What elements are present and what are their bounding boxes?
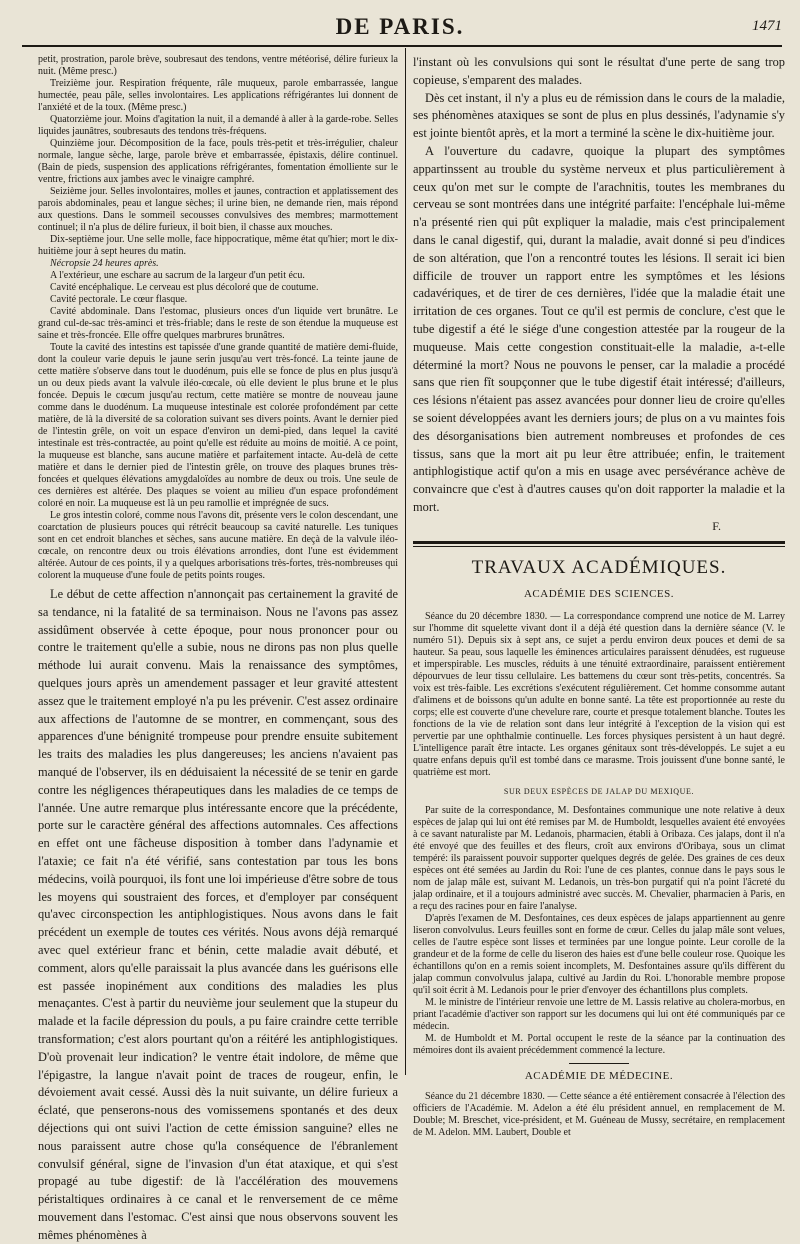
- case-paragraph: Quinzième jour. Décomposition de la face, pouls très-petit et très-irrégulier, chaleur normale, langue sèche, large, parole brève et embarrassée, épistaxis, délire continuel. (Bain de pieds, suspension des applications réfrigérantes, fomentation émolliente sur le ventre, frictions aux jambes avec le vinaigre camphré.: [38, 138, 398, 185]
- column-divider: [405, 48, 406, 1075]
- case-paragraph: Seizième jour. Selles involontaires, molles et jaunes, contraction et applatissement des parois abdominales, peau et langue sèches; il urine bien, ne demande rien, mais répond aux questions. Dans le sommeil secousses convulsives des membres; marmottement continuel; il n'a plus de délire furieux, il boit bien, il chasse aux mouches.: [38, 186, 398, 233]
- page-number: 1471: [752, 18, 782, 34]
- case-paragraph: Quatorzième jour. Moins d'agitation la nuit, il a demandé à aller à la garde-robe. Selles liquides jaunâtres, soubresauts des tendons très-fréquens.: [38, 114, 398, 137]
- section-rule-heavy: [413, 541, 785, 544]
- report-paragraph: M. le ministre de l'intérieur renvoie une lettre de M. Lassis relative au cholera-morbus, en priant l'académie d'activer son rapport sur les documens qui lui ont été communiqués par ce médecin.: [413, 997, 785, 1033]
- section-title: TRAVAUX ACADÉMIQUES.: [471, 557, 727, 579]
- case-paragraph: Nécropsie 24 heures après.: [50, 258, 159, 269]
- commentary-paragraph: Dès cet instant, il n'y a plus eu de rémission dans le cours de la maladie, ses phénomènes ataxiques se sont de plus en plus dessinés, l'adynamie s'y est jointe bientôt après, et la mort a terminé la scène le dix-huitième jour.: [413, 90, 785, 141]
- commentary: [38, 586, 398, 1244]
- section-rule-thin: [413, 546, 785, 547]
- case-paragraph: Cavité encéphalique. Le cerveau est plus décoloré que de coutume.: [50, 282, 319, 293]
- case-paragraph: Le gros intestin coloré, comme nous l'avons dit, présente vers le colon descendant, une coarctation de plusieurs pouces qui rétrécit beaucoup sa cavité naturelle. Les tuniques sont en cet endroit blanches et sèches, sans aucune matière. En deçà de la valvule iléo-cœcale, on rencontre deux ou trois élévations arrondies, dont l'une est évidemment altérée. Autour de ces points, il y a quelques arborisations très-fortes, très-nombreuses qui colorent la muqueuse d'une foule de petits points rouges.: [38, 510, 398, 581]
- academie-medecine-title: ACADÉMIE DE MÉDECINE.: [524, 1070, 674, 1083]
- report-paragraph: M. de Humboldt et M. Portal occupent le reste de la séance par la continuation des mémoires dont ils avaient précédemment commencé la lecture.: [413, 1033, 785, 1057]
- case-paragraph: Cavité abdominale. Dans l'estomac, plusieurs onces d'un liquide vert brunâtre. Le grand cul-de-sac très-aminci et très-friable; dans le reste de son étendue la muqueuse est saine et très-froncée. Elle offre quelques marbrures brunâtres.: [38, 306, 398, 341]
- report-paragraph: Par suite de la correspondance, M. Desfontaines communique une note relative à deux espèces de jalap qui lui ont été remises par M. de Humboldt, lesquelles avaient été envoyées à ce savant naturaliste par M. Ledanois, pharmacien, établi à Oribaza. Ces jalaps, dont il n'a été envoyé que des feuilles et des fleurs, croît aux environs d'Oribaya, sous un climat tempéré: ils paraissent pouvoir supporter quelques degrés de gelée. Des graines de ces deux espèces ont été semées au Jardin du Roi: l'une de ces plantes, connue dans le pays sous le nom de jalap mâle est, suivant M. Ledanois, un très-bon purgatif qui n'a point l'âcreté du jalap ordinaire, et il a toujours administré avec succès. M. Chevalier, pharmacien à Paris, en a reçu des racines pour en faire l'analyse.: [413, 805, 785, 913]
- masthead-title: DE PARIS.: [335, 14, 465, 39]
- commentary-paragraph: l'instant où les convulsions qui sont le résultat d'une perte de sang trop copieuse, s'emparent des malades.: [413, 55, 785, 87]
- commentary-paragraph: Le début de cette affection n'annonçait pas certainement la gravité de sa tendance, ni la fatalité de sa terminaison. Nous ne l'avons pas assez assidûment observée à cette époque, pour nous prononcer pour ou contre le traitement qu'elle a subie, nous ne dirons pas non plus quelle méthode lui aurait convenu. Mais la renaissance des symptômes, quelques jours après un amendement passager et leur gravité attestent assez que le traitement employé n'a pu les prévenir. C'est assez ordinaire aux affections de l'automne de se montrer, en commençant, sous des apparences d'une bénignité trompeuse pour prendre ensuite subitement les traits des maladies les plus dangereuses; les anciens n'avaient pas manqué de l'observer, ils en déduisaient la nécessité de se tenir en garde contre les négligences thérapeutiques dans les maladies de ce temps de l'année. Une autre remarque plus intéressante encore que la précédente, porte sur le caractère général des affections automnales. Ces affections en effet ont une fâcheuse disposition à tomber dans l'adynamie et l'ataxie; ce fait n'a été vérifié, sans contestation par tous les bons médecins, voilà pourquoi, ils font une loi impérieuse d'être sobre de tous les moyens qui soustraient des forces, et d'employer par conséquent qu'avec circonspection les antiphlogistiques. Nous avons dans le fait précédent un exemple de toutes ces vérités. Nous avons déjà remarqué avec quel extérieur franc et bénin, cette maladie avait débuté, et comment, alors qu'elle paraissait la plus avancée dans les guérisons elle est passée inopinément aux conditions des maladies les plus menaçantes. C'est à partir du neuvième jour seulement que la stupeur du malade et la facile dépression du pouls, a pu faire craindre cette terrible transformation; c'est alors pourtant qu'on a réitéré les antiphlogistiques. D'où provenait leur indication? le ventre était indolore, de même que l'épigastre, la langue n'avait point de traces de rougeur, enfin, le dévoiement avait cessé. Aussi dès la nuit suivante, un délire furieux a éclaté, que penserons-nous des vomissemens spontanés et des deux déjections qui ont suivi l'action de cette émission sanguine? elles ne nous paraissent autre chose qu'la conséquence de l'ébranlement convulsif général, signe de l'invasion d'un état ataxique, et qui s'est propagé au tube digestif: de là l'accélération des mouvemens péristaltiques ordinaires à ce canal et le renversement de ce même mouvement dans l'estomac. C'est ainsi que nous observons souvent les mêmes phénomènes à: [38, 587, 398, 1242]
- right-column: [413, 54, 785, 1139]
- case-paragraph: Cavité pectorale. Le cœur flasque.: [50, 294, 188, 305]
- commentary-paragraph: A l'ouverture du cadavre, quoique la plupart des symptômes appartinssent au trouble du système nerveux et plus particulièrement à ceux qu'on met sur le compte de l'arachnitis, toutes les membranes du cerveau se sont montrées dans une intégrité parfaite: l'encéphale lui-même n'a présenté rien qui pût expliquer la maladie, mais c'est principalement dans le canal digestif, qui, durant la maladie, avait donné si peu d'indices de son altération, que l'on a rencontré toutes les lésions. Il serait ici bien difficile de trouver un rapport entre les symptômes et les lésions cadavériques, et de tirer de ces dernières, l'idée que la maladie était une irritation de ces organes. Tout ce qu'il est permis de conclure, c'est que le tube digestif a été le siége d'une congestion attestée par la rougeur de la muqueuse. Mais cette congestion constituait-elle la maladie, a-t-elle déterminé la mort? Nous ne pouvons le penser, car la maladie a procédé sans que rien fît soupçonner que le tube digestif était intéressé; d'ailleurs, ces lésions n'étaient pas assez avancées pour donner lieu de croire qu'elles se soient développées avant les derniers jours; de plus on a vu maintes fois des désorganisations bien autrement nombreuses et profondes de ces tissus, sans que la mort ait pu leur être attribuée; enfin, le traitement antiphlogistique actif qu'on a mis en usage avec persévérance achève de convaincre que c'est à d'autres causes qu'on doit rapporter la maladie et la mort.: [413, 143, 785, 514]
- case-paragraph: petit, prostration, parole brève, soubresaut des tendons, ventre météorisé, délire furieux la nuit. (Même presc.): [38, 54, 398, 77]
- case-paragraph: Dix-septième jour. Une selle molle, face hippocratique, même état qu'hier; mort le dix-huitième jour à sept heures du matin.: [38, 234, 398, 257]
- header-rule: [22, 45, 782, 47]
- commentary-continued: [413, 54, 785, 517]
- report-paragraph: Séance du 21 décembre 1830. — Cette séance a été entièrement consacrée à l'élection des officiers de l'Académie. M. Adelon a été élu président annuel, en remplacement de M. Double; M. Breschet, vice-président, et M. Guéneau de Mussy, secrétaire, en remplacement de M. Adelon. MM. Laubert, Double et: [413, 1091, 785, 1139]
- academie-medecine-report: [413, 1091, 785, 1139]
- case-report-notes: [38, 54, 398, 582]
- left-column: [38, 54, 398, 1242]
- short-rule: [569, 1063, 629, 1064]
- academie-sciences-report: [413, 611, 785, 1057]
- case-paragraph: A l'extérieur, une eschare au sacrum de la largeur d'un petit écu.: [50, 270, 305, 281]
- report-paragraph: D'après l'examen de M. Desfontaines, ces deux espèces de jalaps appartiennent au genre liseron convolvulus. Leurs feuilles sont en forme de cœur. Celles du jalap mâle sont velues, celles de l'autre espèce sont lisses et terminées par une longue pointe. Leur corolle de la grandeur et de la forme de celle du liseron des haies est d'une belle couleur rose. Quoique les échantillons qu'on en a remis soient incomplets, M. Desfontaines assure qu'ils diffèrent du jalap commun convolvulus jalapa, cultivé au Jardin du Roi. L'honorable membre propose qu'il soit écrit à M. Ledanois pour le prier d'envoyer des échantillons plus complets.: [413, 913, 785, 997]
- jalap-subsection-title: SUR DEUX ESPÈCES DE JALAP DU MEXIQUE.: [503, 787, 695, 797]
- academie-sciences-title: ACADÉMIE DES SCIENCES.: [523, 587, 675, 600]
- author-signature: F.: [712, 518, 721, 533]
- report-paragraph: Séance du 20 décembre 1830. — La correspondance comprend une notice de M. Larrey sur l'homme dit squelette vivant dont il a déjà été question dans la dernière séance (V. le numéro 51). Depuis six à sept ans, ce sujet a perdu environ deux pouces et demi de sa hauteur. Sa peau, sous laquelle les éminences articulaires paraissent dénudées, est rugueuse et imperspirable. Les muscles, réduits à une ténuité extraordinaire, paraissent entièrement dépourvues de leur tissu cellulaire. Les battemens du cœur sont très-petits, concentrés. Sa voix est très-faible. Les excrétions s'exécutent régulièrement. Cet homme consomme autant d'alimens et de boissons qu'un adulte en bonne santé. La tête est proportionnée au reste du corps; elle est couverte d'une chevelure rare, courte et presque totalement blanche. Toutes les fonctions de la vie de relation sont dans leur intégrité à l'exception de la vision qui est pervertie par une ophthalmie continuelle. Les forces physiques persistent à un haut degré. L'intelligence paraît être intacte. Les organes génitaux sont très-développés. Le sujet a eu quatre enfans depuis qu'il est tombé dans ce marasme. Trois jouissent d'une bonne santé, le quatrième est mort.: [413, 611, 785, 779]
- case-paragraph: Toute la cavité des intestins est tapissée d'une grande quantité de matière demi-fluide, dont la couleur varie depuis le jaune serin jusqu'au vert très-foncé. La teinte jaune de cette matière s'observe dans tout le duodénum, puis elle se fonce de plus en plus jusqu'à un ou deux pieds avant la valvule iléo-cœcale, où elle devient le plus brune et le plus foncée. Depuis le cœcum jusqu'au rectum, cette matière se montre de nouveau jaune comme dans le duodénum. La muqueuse intestinale est colorée profondément par cette matière, de là la diversité de sa coloration suivant ses divers points. Avant le dernier pied de l'intestin grêle, on voit un espace d'environ un demi-pied, dans lequel la cavité intestinale est très-contractée, au point qu'elle est réduite au moins de moitié. A ce point, la muqueuse est blanche, sans aucune matière et parfaitement intacte. Au-delà de cette matière et dans le dernier pied de l'intestin grêle, on trouve des plaques brunes très-foncées et quelques élévations amygdaloïdes au nombre de deux ou trois. Une seule de ces dernières est altérée. Des plaques se voient au milieu d'un espace profondément coloré en noir. La muqueuse est là un peu ramollie et imprégnée de sucs.: [38, 342, 398, 509]
- case-paragraph: Treizième jour. Respiration fréquente, râle muqueux, parole embarrassée, langue humectée, peau pâle, selles involontaires. Les applications réfrigérantes lui donnent de l'anxiété et de la toux. (Même presc.): [38, 78, 398, 113]
- page-header: [0, 0, 800, 46]
